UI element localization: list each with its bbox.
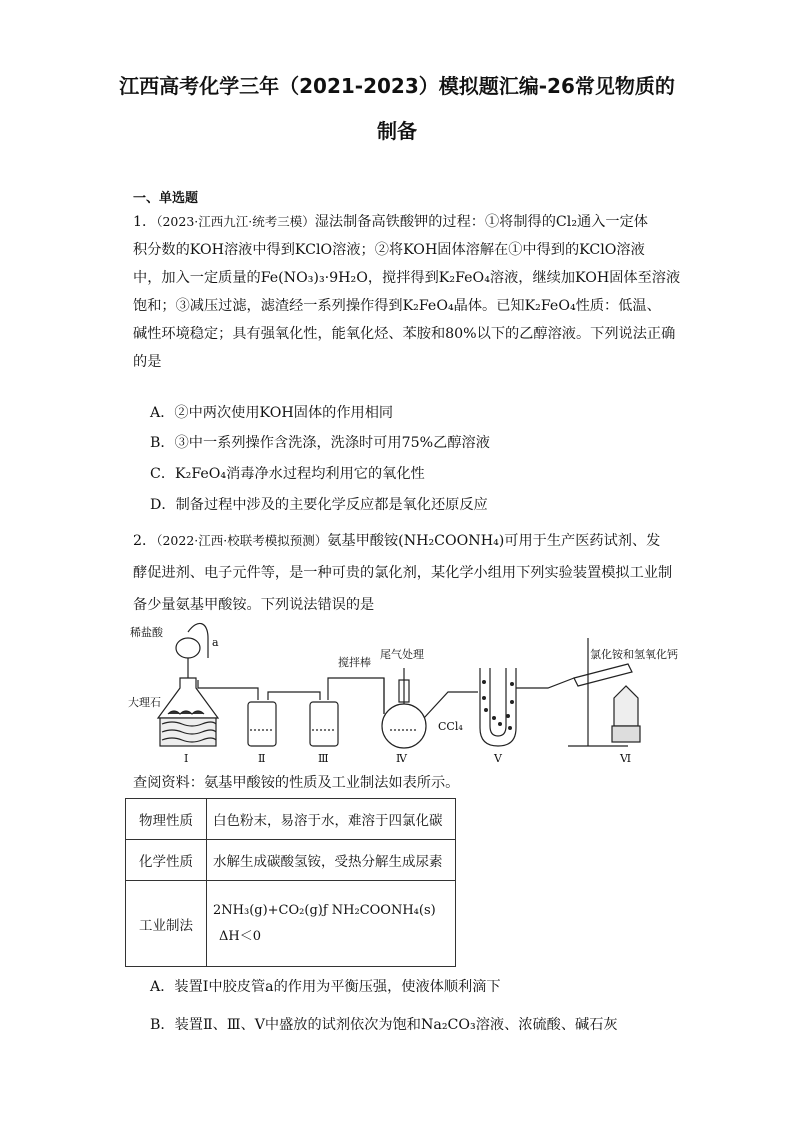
- question-2-option-b: B．装置Ⅱ、Ⅲ、Ⅴ中盛放的试剂依次为饱和Na₂CO₃溶液、浓硫酸、碱石灰: [150, 1017, 618, 1033]
- question-1-number: 1．: [133, 214, 157, 230]
- question-2-stem: [133, 527, 673, 619]
- question-1-option-c: C．K₂FeO₄消毒净水过程均利用它的氧化性: [150, 466, 425, 482]
- label-tail-gas: 尾气处理: [380, 648, 424, 661]
- section-heading: 一、单选题: [133, 191, 199, 206]
- label-ccl4: CCl₄: [438, 720, 463, 733]
- table-key: 工业制法: [126, 881, 207, 967]
- experiment-apparatus-diagram: [128, 618, 688, 766]
- table-key: 物理性质: [126, 799, 207, 840]
- question-1-option-d: D．制备过程中涉及的主要化学反应都是氧化还原反应: [150, 497, 488, 513]
- question-1-line-5: 碱性环境稳定；具有强氧化性，能氧化烃、苯胺和80%以下的乙醇溶液。下列说法正确: [133, 326, 676, 342]
- question-1-stem: [133, 208, 681, 376]
- numeral-1: Ⅰ: [184, 752, 189, 765]
- question-2-line-1: 2．（2022·江西·校联考模拟预测）氨基甲酸铵(NH₂COONH₄)可用于生产医药试剂、发: [133, 533, 661, 549]
- properties-table: [125, 798, 456, 967]
- question-2-line-2: 酵促进剂、电子元件等，是一种可贵的氯化剂，某化学小组用下列实验装置模拟工业制: [133, 565, 673, 581]
- label-tube-a: a: [212, 636, 219, 649]
- question-2-line-3: 备少量氨基甲酸铵。下列说法错误的是: [133, 597, 375, 613]
- label-reagents: 氯化铵和氢氧化钙: [590, 648, 678, 661]
- document-title-line2: 制备: [377, 119, 417, 143]
- document-title-line1: 江西高考化学三年（2021-2023）模拟题汇编-26常见物质的: [119, 74, 675, 98]
- question-2-option-a: A．装置Ⅰ中胶皮管a的作用为平衡压强，使液体顺利滴下: [150, 979, 501, 995]
- numeral-6: Ⅵ: [620, 752, 632, 765]
- question-1-option-a: A．②中两次使用KOH固体的作用相同: [150, 405, 394, 421]
- label-stirrer: 搅拌棒: [338, 656, 371, 669]
- question-1-line-2: 积分数的KOH溶液中得到KClO溶液；②将KOH固体溶解在①中得到的KClO溶液: [133, 242, 645, 258]
- question-1-line-3: 中，加入一定质量的Fe(NO₃)₃·9H₂O，搅拌得到K₂FeO₄溶液，继续加KOH固体至溶液: [133, 270, 681, 286]
- table-row: [126, 840, 456, 881]
- question-1-line-4: 饱和；③减压过滤，滤渣经一系列操作得到K₂FeO₄晶体。已知K₂FeO₄性质：低温、: [133, 298, 661, 314]
- table-key: 化学性质: [126, 840, 207, 881]
- question-1-source: （2023·江西九江·统考三模）: [156, 214, 315, 229]
- table-row: [126, 881, 456, 967]
- table-value: 白色粉末，易溶于水，难溶于四氯化碳: [207, 799, 456, 840]
- table-row: [126, 799, 456, 840]
- reference-intro: 查阅资料：氨基甲酸铵的性质及工业制法如表所示。: [133, 775, 460, 791]
- question-2-source: （2022·江西·校联考模拟预测）: [156, 533, 328, 548]
- table-value: 水解生成碳酸氢铵，受热分解生成尿素: [207, 840, 456, 881]
- question-2-number: 2．: [133, 533, 157, 549]
- question-1-line-6: 的是: [133, 354, 162, 370]
- numeral-4: Ⅳ: [396, 752, 407, 765]
- numeral-3: Ⅲ: [318, 752, 329, 765]
- label-marble: 大理石: [128, 696, 161, 709]
- question-1-option-b: B．③中一系列操作含洗涤，洗涤时可用75%乙醇溶液: [150, 435, 490, 451]
- table-value-equation: [207, 881, 456, 967]
- equation: 2NH₃(g)+CO₂(g)ƒ NH₂COONH₄(s): [213, 902, 436, 918]
- enthalpy: ΔH＜0: [219, 928, 261, 944]
- numeral-2: Ⅱ: [258, 752, 266, 765]
- question-1-line-1: 1．（2023·江西九江·统考三模）湿法制备高铁酸钾的过程：①将制得的Cl₂通入一定体: [133, 214, 648, 230]
- numeral-5: Ⅴ: [494, 752, 502, 765]
- label-dilute-hcl: 稀盐酸: [130, 626, 163, 639]
